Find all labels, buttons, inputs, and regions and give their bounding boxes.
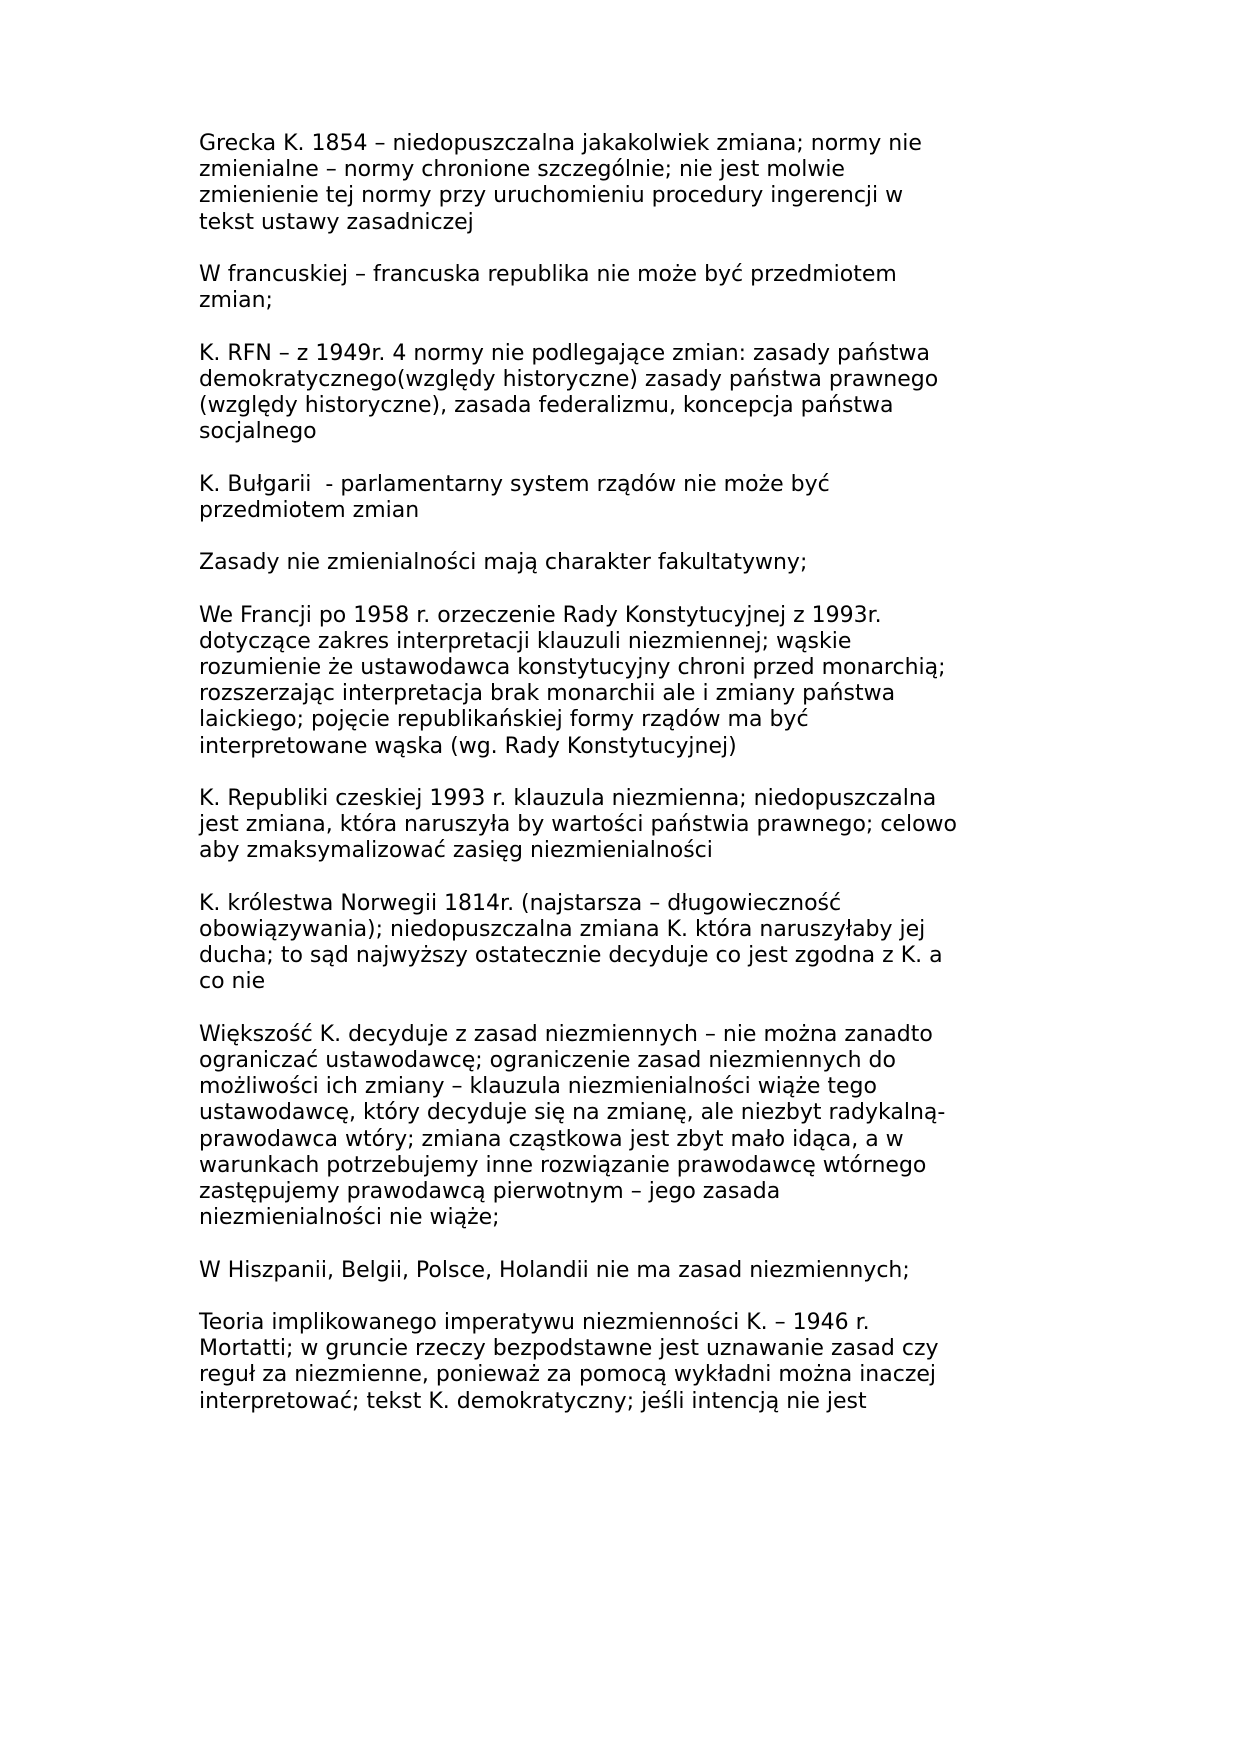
document-page xyxy=(199,131,1099,1441)
text-line: Zasady nie zmienialności mają charakter fakultatywny; xyxy=(199,550,808,576)
text-line: K. Bułgarii - parlamentarny system rządów nie może być xyxy=(199,471,830,497)
text-line: W francuskiej – francuska republika nie może być przedmiotem xyxy=(199,262,897,287)
text-line: laickiego; pojęcie republikańskiej formy rządów ma być xyxy=(199,707,809,733)
text-line: przedmiotem zmian xyxy=(199,497,420,523)
text-line: Większość K. decyduje z zasad niezmiennych – nie można zanadto xyxy=(199,1021,933,1047)
text-line: zastępujemy prawodawcą pierwotnym – jego zasada xyxy=(199,1179,781,1204)
text-line: jest zmiana, która naruszyła by wartości państwia prawnego; celowo xyxy=(199,812,957,838)
text-line: interpretować; tekst K. demokratyczny; jeśli intencją nie jest xyxy=(199,1388,867,1414)
text-line: ograniczać ustawodawcę; ograniczenie zasad niezmiennych do xyxy=(199,1047,896,1073)
text-line: aby zmaksymalizować zasięg niezmienialności xyxy=(199,838,713,864)
paragraph-french-constitution xyxy=(199,262,1099,314)
text-line: ducha; to sąd najwyższy ostatecznie decyduje co jest zgodna z K. a xyxy=(199,943,943,969)
text-line: rozumienie że ustawodawca konstytucyjny chroni przed monarchią; xyxy=(199,654,946,680)
text-line: warunkach potrzebujemy inne rozwiązanie prawodawcę wtórnego xyxy=(199,1152,927,1178)
text-line: interpretowane wąska (wg. Rady Konstytucyjnej) xyxy=(199,733,737,759)
text-line: niezmienialności nie wiąże; xyxy=(199,1205,500,1231)
text-line: obowiązywania); niedopuszczalna zmiana K. która naruszyłaby jej xyxy=(199,916,926,942)
paragraph-czech-constitution xyxy=(199,786,1099,865)
text-line: K. Republiki czeskiej 1993 r. klauzula niezmienna; niedopuszczalna xyxy=(199,785,937,811)
text-line: możliwości ich zmiany – klauzula niezmienialności wiąże tego xyxy=(199,1074,877,1100)
paragraph-implied-imperative-theory xyxy=(199,1310,1099,1415)
text-line: Grecka K. 1854 – niedopuszczalna jakakolwiek zmiana; normy nie xyxy=(199,131,922,156)
text-line: zmienialne – normy chronione szczególnie; nie jest molwie xyxy=(199,157,845,183)
text-line: dotyczące zakres interpretacji klauzuli niezmiennej; wąskie xyxy=(199,628,852,654)
text-line: K. królestwa Norwegii 1814r. (najstarsza – długowieczność xyxy=(199,890,842,916)
paragraph-bulgarian-constitution xyxy=(199,472,1099,524)
text-line: Teoria implikowanego imperatywu niezmienności K. – 1946 r. xyxy=(199,1309,870,1335)
text-line: ustawodawcę, który decyduje się na zmianę, ale niezbyt radykalną- xyxy=(199,1100,946,1126)
text-line: reguł za niezmienne, ponieważ za pomocą wykładni można inaczej xyxy=(199,1362,937,1388)
paragraph-france-after-1958 xyxy=(199,603,1099,760)
paragraph-rfn-constitution xyxy=(199,341,1099,446)
text-line: Mortatti; w gruncie rzeczy bezpodstawne jest uznawanie zasad czy xyxy=(199,1336,939,1362)
text-line: rozszerzając interpretacja brak monarchii ale i zmiany państwa xyxy=(199,681,896,707)
text-line: co nie xyxy=(199,969,266,995)
text-line: tekst ustawy zasadniczej xyxy=(199,209,474,235)
text-line: (względy historyczne), zasada federalizmu, koncepcja państwa xyxy=(199,393,894,418)
paragraph-norwegian-constitution xyxy=(199,891,1099,996)
text-line: demokratycznego(względy historyczne) zasady państwa prawnego xyxy=(199,366,939,392)
text-line: K. RFN – z 1949r. 4 normy nie podlegające zmian: zasady państwa xyxy=(199,340,930,366)
text-line: zmienienie tej normy przy uruchomieniu procedury ingerencji w xyxy=(199,183,904,209)
paragraph-optional-principles xyxy=(199,550,1099,576)
paragraph-most-constitutions xyxy=(199,1022,1099,1232)
paragraph-greek-constitution xyxy=(199,131,1099,236)
text-line: We Francji po 1958 r. orzeczenie Rady Konstytucyjnej z 1993r. xyxy=(199,602,882,628)
text-line: socjalnego xyxy=(199,419,317,445)
text-line: zmian; xyxy=(199,288,273,314)
text-line: prawodawca wtóry; zmiana cząstkowa jest zbyt mało idąca, a w xyxy=(199,1126,904,1152)
paragraph-countries-without-principles xyxy=(199,1258,1099,1284)
text-line: W Hiszpanii, Belgii, Polsce, Holandii nie ma zasad niezmiennych; xyxy=(199,1257,910,1283)
